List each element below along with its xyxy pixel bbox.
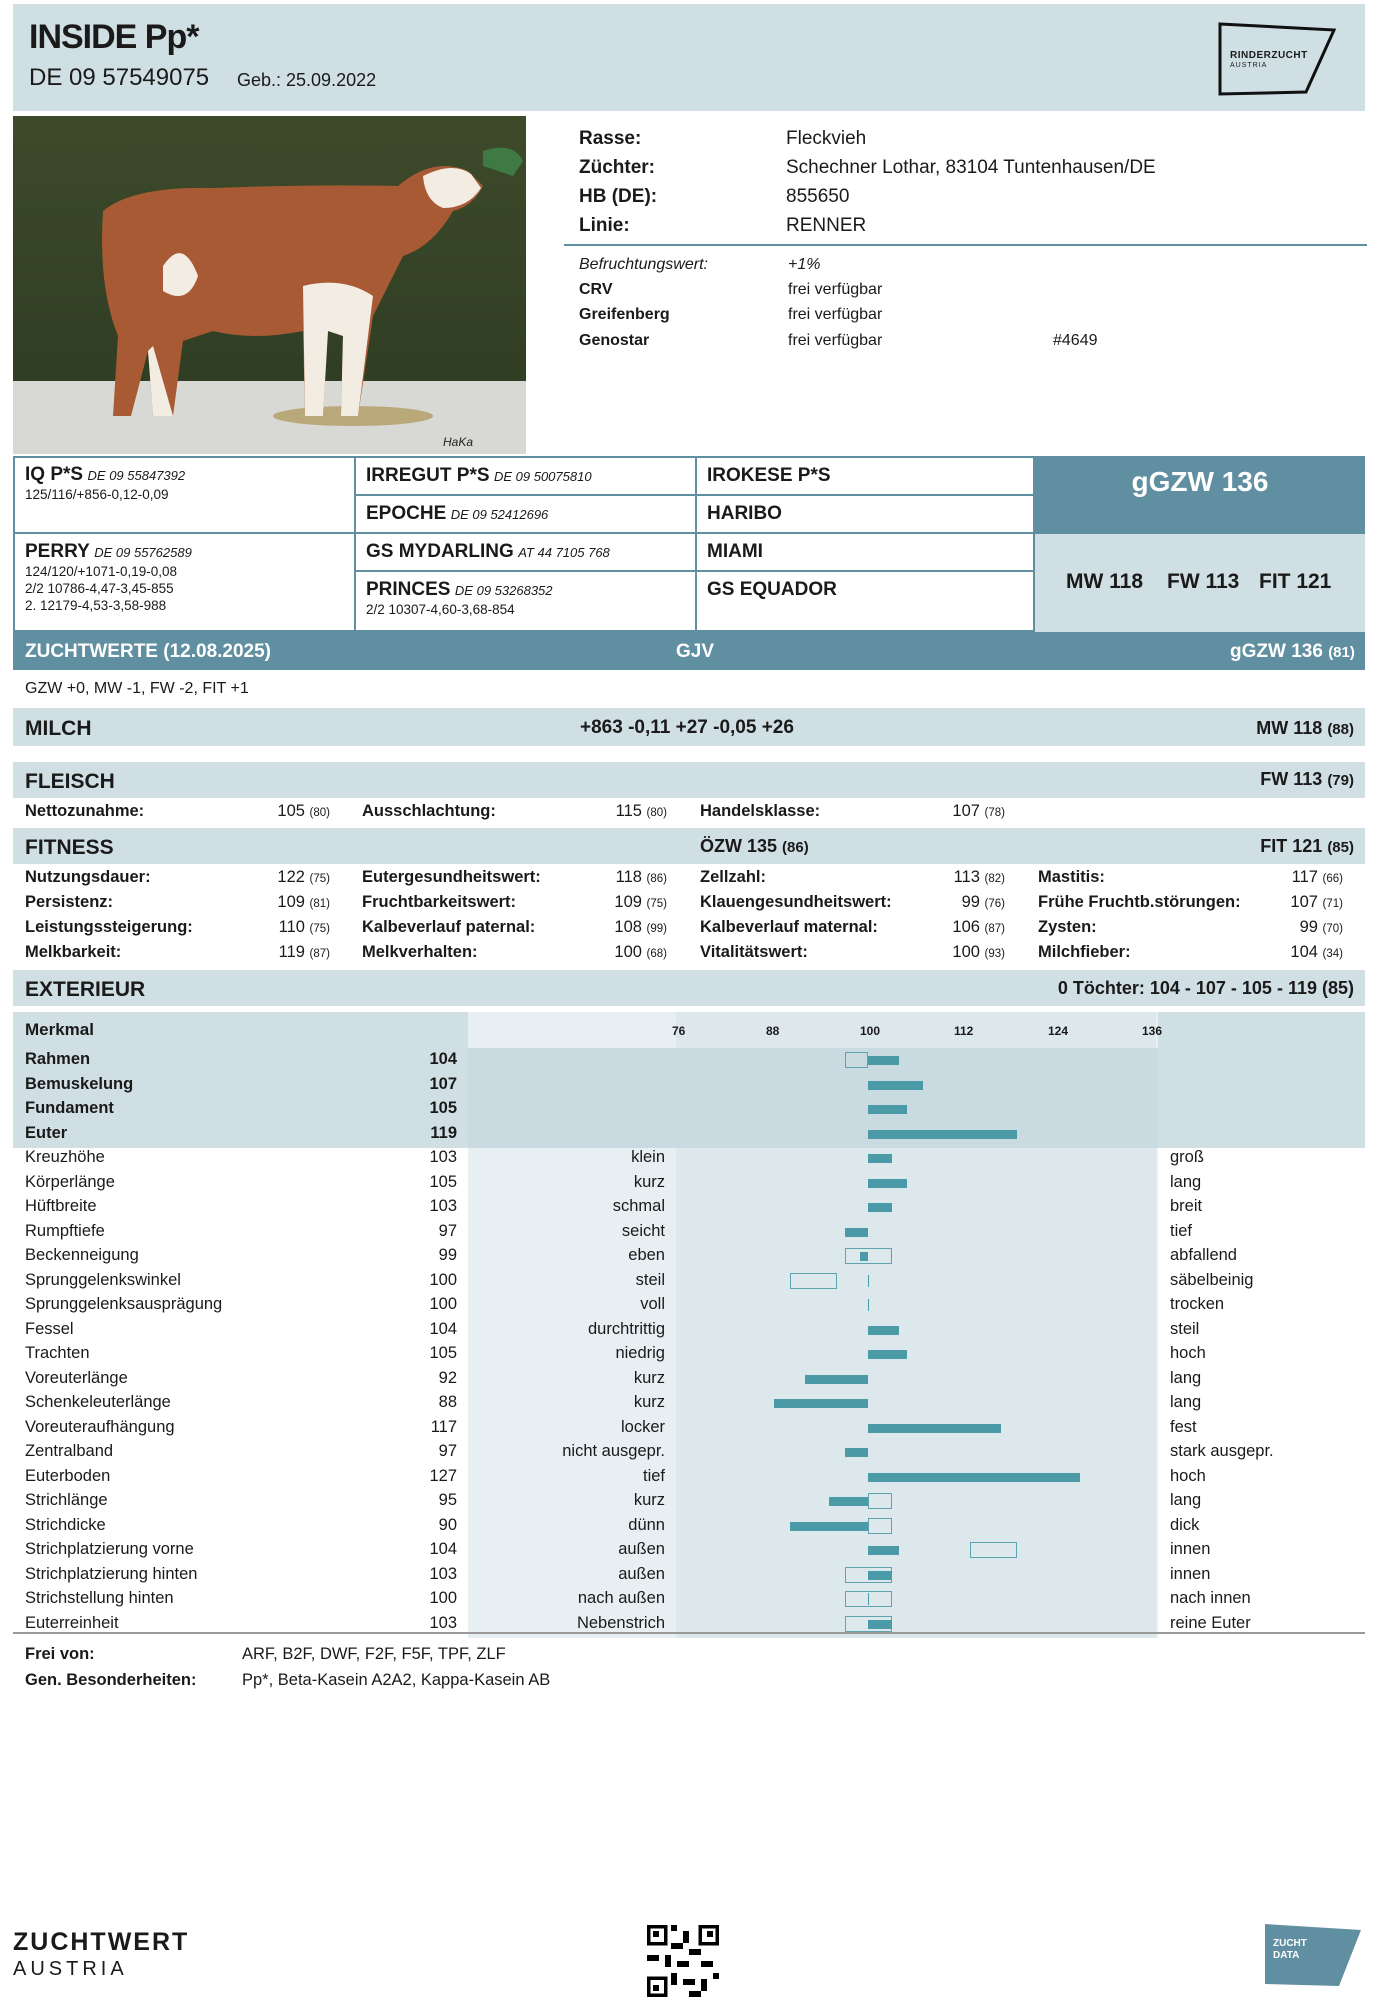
info-divider [564, 244, 1367, 246]
ext-tick-label: 136 [1142, 1024, 1163, 1038]
fitness-item-rel: (93) [984, 948, 1005, 960]
fitness-fit-rel: (85) [1327, 839, 1354, 856]
ext-summary-chart-band [468, 1048, 1158, 1148]
exterieur-daughters: 0 Töchter: 104 - 107 - 105 - 119 (85) [1057, 978, 1354, 998]
pedigree-dam [354, 570, 697, 632]
fitness-item-value: 100 [952, 943, 980, 961]
fitness-item-value-wrap [572, 868, 667, 887]
fitness-item-label: Fruchtbarkeitswert: [362, 893, 517, 911]
ext-daughter-range [845, 1052, 869, 1068]
fleisch-item-label: Handelsklasse: [700, 802, 821, 820]
fitness-item-label: Mastitis: [1038, 868, 1105, 886]
header-band [13, 4, 1365, 111]
logo-text-1: RINDERZUCHT [1230, 50, 1308, 61]
ext-row-high-label: tief [1170, 1221, 1193, 1240]
fitness-item-value: 117 [1291, 868, 1318, 886]
mss-name: GS MYDARLING [366, 541, 514, 562]
ext-row-low-label: kurz [633, 1491, 665, 1509]
fitness-item-rel: (76) [984, 898, 1005, 910]
fleisch-fw [1160, 769, 1354, 790]
fitness-item-label: Melkbarkeit: [25, 943, 122, 961]
zucht-data-logo-text-2: DATA [1273, 1950, 1300, 1961]
ext-row-value: 104 [429, 1319, 457, 1338]
zuchtwert-austria-logo-2: AUSTRIA [13, 1958, 128, 1980]
sd-name: EPOCHE [366, 503, 447, 524]
ext-row-high-label: trocken [1170, 1295, 1225, 1313]
info-label-linie: Linie: [579, 215, 630, 236]
ext-row-low-label: kurz [633, 1172, 665, 1191]
fitness-fit [1160, 836, 1354, 857]
ext-value-bar [805, 1375, 868, 1384]
ext-row-label: Körperlänge [25, 1172, 115, 1191]
pedigree-mw: MW 118 [1066, 570, 1144, 593]
fitness-item-label: Nutzungsdauer: [25, 868, 151, 886]
ext-row-value: 104 [429, 1540, 457, 1558]
ext-row-value: 105 [429, 1172, 457, 1191]
ext-row-high-label: abfallend [1170, 1246, 1237, 1264]
info-value-zuechter: Schechner Lothar, 83104 Tuntenhausen/DE [786, 157, 1156, 178]
ext-row-high-label: groß [1170, 1148, 1204, 1166]
pedigree-sds [695, 494, 1035, 534]
ext-row-label: Strichdicke [25, 1515, 106, 1534]
ext-row-low-label: nicht ausgepr. [562, 1442, 665, 1460]
ext-value-bar [774, 1399, 868, 1408]
ext-row-high-label: breit [1170, 1197, 1203, 1215]
ext-value-bar [868, 1130, 1017, 1139]
station-value-crv: frei verfügbar [788, 281, 883, 298]
zuchtwert-austria-logo-1: ZUCHTWERT [13, 1928, 190, 1956]
fleisch-item-value: 107 [952, 802, 980, 820]
ext-value-bar [868, 1593, 870, 1605]
zuchtwerte-ggzw [1230, 641, 1355, 663]
fitness-item-value-wrap [910, 893, 1005, 912]
ext-row-low-label: kurz [633, 1368, 665, 1387]
ext-row-low-label: außen [618, 1540, 665, 1558]
ms-line3: 2. 12179-4,53-3,58-988 [25, 598, 167, 613]
ext-value-bar [868, 1620, 892, 1629]
qr-code-icon [647, 1925, 719, 1997]
fitness-item-value-wrap [572, 943, 667, 962]
bull-photo [13, 116, 526, 454]
ext-row-label: Strichstellung hinten [25, 1589, 174, 1607]
exterieur-merkmal-header: Merkmal [25, 1020, 94, 1039]
ext-row-value: 103 [429, 1564, 457, 1583]
ext-row-label: Bemuskelung [25, 1074, 134, 1093]
pedigree-sss [695, 456, 1035, 496]
ext-row-low-label: seicht [621, 1221, 665, 1240]
ms-line1: 124/120/+1071-0,19-0,08 [25, 564, 178, 579]
pedigree-ms [13, 532, 356, 632]
ext-row-label: Beckenneigung [25, 1246, 139, 1264]
ext-row-high-label: lang [1170, 1172, 1202, 1191]
befruchtung-label: Befruchtungswert: [579, 256, 708, 273]
station-label-genostar: Genostar [579, 332, 650, 349]
fitness-item-value-wrap [235, 868, 330, 887]
pedigree-sire [13, 456, 356, 534]
ext-value-bar [868, 1179, 907, 1188]
ext-value-bar [868, 1424, 1001, 1433]
fitness-fit-value: FIT 121 [1260, 836, 1323, 856]
fitness-item-label: Frühe Fruchtb.störungen: [1038, 893, 1241, 911]
fleisch-item-rel: (80) [309, 807, 330, 819]
ext-daughter-range [790, 1273, 837, 1289]
ext-row-label: Sprunggelenkswinkel [25, 1270, 181, 1289]
ext-value-bar [868, 1546, 899, 1555]
fitness-item-value: 99 [1299, 918, 1318, 936]
ext-row-value: 97 [438, 1442, 457, 1460]
ext-row-high-label: lang [1170, 1368, 1202, 1387]
ext-daughter-range [845, 1248, 892, 1264]
ext-row-label: Sprunggelenksausprägung [25, 1295, 223, 1313]
ms-line2: 2/2 10786-4,47-3,45-855 [25, 581, 174, 596]
mss-reg: AT 44 7105 768 [518, 545, 610, 560]
ext-row-low-label: durchtrittig [587, 1319, 665, 1338]
ext-row-value: 103 [429, 1148, 457, 1166]
fitness-item-value: 118 [615, 868, 642, 886]
pedigree-fw: FW 113 [1167, 570, 1240, 593]
station-label-crv: CRV [579, 281, 613, 298]
fleisch-fw-value: FW 113 [1260, 769, 1323, 789]
ext-row-label: Strichlänge [25, 1491, 108, 1509]
ext-row-value: 117 [430, 1417, 457, 1436]
ext-value-bar [860, 1252, 868, 1261]
ext-row-label: Kreuzhöhe [25, 1148, 105, 1166]
fitness-item-rel: (68) [646, 948, 667, 960]
ext-row-value: 99 [438, 1246, 457, 1264]
ext-value-bar [868, 1571, 892, 1580]
fitness-item-label: Kalbeverlauf maternal: [700, 918, 878, 936]
fitness-item-value-wrap [1248, 868, 1343, 887]
fitness-item-rel: (34) [1322, 948, 1343, 960]
zucht-data-logo [1263, 1922, 1363, 1988]
fitness-item-value: 108 [614, 918, 642, 936]
birth-date: Geb.: 25.09.2022 [237, 70, 377, 90]
ext-row-high-label: reine Euter [1170, 1613, 1251, 1632]
fleisch-item-value: 105 [277, 802, 305, 820]
ext-row-high-label: lang [1170, 1393, 1202, 1411]
ext-row-value: 100 [429, 1295, 457, 1313]
zuchtwerte-ggzw-rel: (81) [1328, 644, 1355, 661]
fleisch-item-label: Nettozunahme: [25, 802, 145, 820]
ext-tick-label: 88 [766, 1024, 780, 1038]
gen-label: Gen. Besonderheiten: [25, 1671, 197, 1689]
ext-row-label: Zentralband [25, 1442, 114, 1460]
sd-reg: DE 09 52412696 [450, 507, 549, 522]
fleisch-fw-rel: (79) [1327, 772, 1354, 789]
ext-row-value: 127 [429, 1466, 457, 1485]
ext-daughter-range [868, 1493, 892, 1509]
ext-row-low-label: voll [640, 1295, 665, 1313]
ext-row-label: Rumpftiefe [25, 1221, 105, 1240]
logo-text-2: AUSTRIA [1230, 62, 1268, 69]
fitness-item-rel: (99) [646, 923, 667, 935]
ext-row-low-label: schmal [612, 1197, 665, 1215]
pedigree-msss [695, 532, 1035, 572]
fleisch-item-value-wrap [572, 802, 667, 821]
fitness-item-value-wrap [572, 918, 667, 937]
fitness-ozw [700, 836, 809, 857]
station-label-greifenberg: Greifenberg [579, 306, 670, 323]
fitness-item-rel: (70) [1322, 923, 1343, 935]
ext-row-low-label: nach außen [577, 1589, 665, 1607]
ext-daughter-range [970, 1542, 1017, 1558]
pedigree-ss [354, 456, 697, 496]
fitness-item-label: Zysten: [1038, 918, 1097, 936]
fitness-ozw-value: ÖZW 135 [700, 836, 778, 856]
fitness-item-value: 99 [961, 893, 980, 911]
ext-value-bar [868, 1350, 907, 1359]
fitness-item-value-wrap [1248, 943, 1343, 962]
ext-row-high-label: stark ausgepr. [1170, 1442, 1274, 1460]
ext-row-low-label: dünn [628, 1515, 665, 1534]
ext-row-value: 103 [429, 1613, 457, 1632]
fitness-item-rel: (86) [646, 873, 667, 885]
milch-mw-value: MW 118 [1256, 718, 1323, 738]
milch-title: MILCH [25, 717, 92, 740]
ext-value-bar [868, 1081, 923, 1090]
sire-line1: 125/116/+856-0,12-0,09 [25, 487, 169, 502]
pedigree-fit: FIT 121 [1259, 570, 1332, 593]
fleisch-item-rel: (80) [646, 807, 667, 819]
ext-row-label: Euterreinheit [25, 1613, 119, 1632]
ext-row-value: 100 [429, 1270, 457, 1289]
ext-row-value: 119 [430, 1123, 457, 1142]
ext-row-value: 90 [438, 1515, 457, 1534]
ext-tick-label: 112 [954, 1024, 974, 1038]
ext-row-value: 103 [429, 1197, 457, 1215]
fitness-title: FITNESS [25, 836, 114, 859]
ext-row-low-label: kurz [633, 1393, 665, 1411]
fitness-item-label: Vitalitätswert: [700, 943, 808, 961]
befruchtung-value: +1% [788, 256, 821, 273]
ext-tick-label: 124 [1048, 1024, 1069, 1038]
ext-row-value: 88 [438, 1393, 457, 1411]
fitness-item-value: 106 [952, 918, 980, 936]
fitness-item-rel: (75) [646, 898, 667, 910]
ext-value-bar [868, 1105, 907, 1114]
fitness-item-value-wrap [1248, 893, 1343, 912]
info-label-rasse: Rasse: [579, 128, 642, 149]
fitness-item-value-wrap [1248, 918, 1343, 937]
ext-row-high-label: dick [1170, 1515, 1200, 1534]
zuchtwerte-gjv: GJV [676, 641, 715, 662]
ext-row-value: 97 [438, 1221, 457, 1240]
fitness-item-label: Persistenz: [25, 893, 114, 911]
ext-row-low-label: tief [642, 1466, 665, 1485]
sds-name: HARIBO [707, 503, 782, 524]
gen-value: Pp*, Beta-Kasein A2A2, Kappa-Kasein AB [242, 1671, 551, 1689]
ext-row-high-label: innen [1170, 1540, 1211, 1558]
ext-row-label: Strichplatzierung vorne [25, 1540, 194, 1558]
ss-name: IRREGUT P*S [366, 465, 490, 486]
ext-row-label: Euter [25, 1123, 68, 1142]
station-value-greifenberg: frei verfügbar [788, 306, 883, 323]
ext-row-high-label: nach innen [1170, 1589, 1251, 1607]
fitness-item-value-wrap [910, 868, 1005, 887]
ext-row-low-label: klein [631, 1148, 665, 1166]
ext-row-value: 105 [429, 1344, 457, 1362]
ext-value-bar [845, 1228, 869, 1237]
fitness-item-value: 122 [277, 868, 305, 886]
ext-row-label: Schenkeleuterlänge [25, 1393, 171, 1411]
ext-row-label: Voreuterlänge [25, 1368, 128, 1387]
fitness-item-value: 109 [277, 893, 305, 911]
ext-row-high-label: lang [1170, 1491, 1202, 1509]
ext-row-label: Strichplatzierung hinten [25, 1564, 198, 1583]
fitness-item-label: Milchfieber: [1038, 943, 1131, 961]
ext-row-value: 105 [429, 1099, 457, 1117]
ext-value-bar [868, 1056, 899, 1065]
ext-value-bar [868, 1326, 899, 1335]
zucht-data-logo-text-1: ZUCHT [1273, 1938, 1307, 1949]
fitness-item-value: 119 [278, 943, 305, 961]
pedigree-mss [354, 532, 697, 572]
ms-reg: DE 09 55762589 [94, 545, 192, 560]
fitness-item-label: Kalbeverlauf paternal: [362, 918, 536, 936]
ext-row-label: Trachten [25, 1344, 90, 1362]
station-code-genostar: #4649 [1053, 332, 1098, 349]
fleisch-item-value-wrap [910, 802, 1005, 821]
fitness-item-value-wrap [572, 893, 667, 912]
fitness-item-rel: (87) [984, 923, 1005, 935]
fitness-item-value-wrap [910, 943, 1005, 962]
photo-signature: HaKa [443, 435, 474, 449]
info-value-linie: RENNER [786, 215, 867, 236]
ext-row-low-label: außen [618, 1564, 665, 1583]
ext-value-bar [868, 1473, 1080, 1482]
ext-row-label: Euterboden [25, 1466, 111, 1485]
zuchtwerte-note: GZW +0, MW -1, FW -2, FIT +1 [25, 680, 249, 697]
ext-row-low-label: locker [620, 1417, 665, 1436]
ext-row-high-label: fest [1170, 1417, 1197, 1436]
msss-name: MIAMI [707, 541, 763, 562]
fleisch-item-value: 115 [615, 802, 642, 820]
fleisch-item-label: Ausschlachtung: [362, 802, 496, 820]
dam-line1: 2/2 10307-4,60-3,68-854 [366, 602, 515, 617]
ext-row-value: 104 [429, 1050, 457, 1068]
fitness-item-value: 109 [614, 893, 642, 911]
dams-name: GS EQUADOR [707, 579, 837, 600]
ext-row-label: Fundament [25, 1099, 114, 1117]
ext-value-bar [868, 1154, 892, 1163]
milch-mw [1160, 718, 1354, 739]
fitness-item-label: Zellzahl: [700, 868, 767, 886]
fitness-item-rel: (75) [309, 873, 330, 885]
fitness-item-value: 110 [278, 918, 305, 936]
ext-value-bar [845, 1448, 869, 1457]
fitness-item-value: 100 [614, 943, 642, 961]
ss-reg: DE 09 50075810 [493, 469, 592, 484]
fleisch-item-value-wrap [235, 802, 330, 821]
zuchtwerte-title: ZUCHTWERTE (12.08.2025) [25, 641, 272, 662]
info-label-zuechter: Züchter: [579, 157, 655, 178]
fitness-item-value-wrap [235, 918, 330, 937]
ext-daughter-range [868, 1518, 892, 1534]
fitness-item-value: 104 [1290, 943, 1318, 961]
fitness-item-rel: (66) [1322, 873, 1343, 885]
exterieur-title: EXTERIEUR [25, 978, 146, 1001]
ext-row-high-label: hoch [1170, 1466, 1206, 1485]
fitness-item-label: Klauengesundheitswert: [700, 893, 892, 911]
ext-value-bar [868, 1203, 892, 1212]
ext-tick-label: 76 [672, 1024, 686, 1038]
ext-row-label: Hüftbreite [25, 1197, 97, 1215]
milch-values: +863 -0,11 +27 -0,05 +26 [580, 717, 794, 738]
fitness-item-value-wrap [235, 943, 330, 962]
sire-reg: DE 09 55847392 [87, 468, 186, 483]
fitness-item-label: Eutergesundheitswert: [362, 868, 541, 886]
ext-row-value: 107 [429, 1074, 457, 1093]
ext-row-label: Voreuteraufhängung [25, 1417, 175, 1436]
ext-row-value: 95 [438, 1491, 457, 1509]
ext-row-value: 92 [438, 1368, 457, 1387]
ext-value-bar [868, 1299, 870, 1311]
fitness-item-rel: (71) [1322, 898, 1343, 910]
pedigree-sd [354, 494, 697, 534]
sss-name: IROKESE P*S [707, 465, 831, 486]
info-label-hb: HB (DE): [579, 186, 658, 207]
ext-row-value: 100 [429, 1589, 457, 1607]
pedigree-dams [695, 570, 1035, 632]
ext-tick-label: 100 [860, 1024, 881, 1038]
fitness-item-rel: (75) [309, 923, 330, 935]
frei-value: ARF, B2F, DWF, F2F, F5F, TPF, ZLF [242, 1645, 506, 1663]
fleisch-title: FLEISCH [25, 770, 115, 793]
ext-row-label: Fessel [25, 1319, 74, 1338]
ext-row-high-label: hoch [1170, 1344, 1206, 1362]
ext-row-low-label: niedrig [615, 1344, 665, 1362]
ext-row-high-label: innen [1170, 1564, 1211, 1583]
rinderzucht-austria-logo [1218, 22, 1336, 96]
fitness-item-label: Leistungssteigerung: [25, 918, 193, 936]
fitness-item-rel: (87) [309, 948, 330, 960]
ext-row-low-label: eben [628, 1246, 665, 1264]
station-value-genostar: frei verfügbar [788, 332, 883, 349]
registration-number: DE 09 57549075 [29, 64, 210, 91]
milch-mw-rel: (88) [1327, 721, 1354, 738]
fitness-ozw-rel: (86) [782, 839, 809, 856]
ext-row-low-label: Nebenstrich [576, 1613, 665, 1632]
ext-value-bar [829, 1497, 868, 1506]
zuchtwerte-ggzw-value: gGZW 136 [1230, 641, 1323, 662]
fitness-item-rel: (82) [984, 873, 1005, 885]
fitness-item-rel: (81) [309, 898, 330, 910]
dam-reg: DE 09 53268352 [454, 583, 553, 598]
fitness-item-value: 113 [953, 868, 980, 886]
exterieur-bottom-rule [13, 1632, 1365, 1634]
info-value-hb: 855650 [786, 186, 850, 207]
dam-name: PRINCES [366, 579, 451, 600]
fleisch-item-rel: (78) [984, 807, 1005, 819]
ext-row-high-label: steil [1170, 1319, 1200, 1338]
fitness-item-value-wrap [235, 893, 330, 912]
fitness-item-label: Melkverhalten: [362, 943, 478, 961]
bull-name: INSIDE Pp* [29, 18, 199, 56]
ms-name: PERRY [25, 541, 90, 562]
ext-row-low-label: steil [635, 1270, 665, 1289]
info-value-rasse: Fleckvieh [786, 128, 867, 149]
ext-row-label: Rahmen [25, 1050, 91, 1068]
frei-label: Frei von: [25, 1645, 95, 1663]
ext-value-bar [790, 1522, 868, 1531]
fitness-item-value: 107 [1290, 893, 1318, 911]
fitness-item-value-wrap [910, 918, 1005, 937]
ext-row-high-label: säbelbeinig [1170, 1270, 1254, 1289]
pedigree-ggzw: gGZW 136 [1035, 456, 1365, 534]
ext-value-bar [868, 1275, 870, 1287]
sire-name: IQ P*S [25, 464, 84, 485]
